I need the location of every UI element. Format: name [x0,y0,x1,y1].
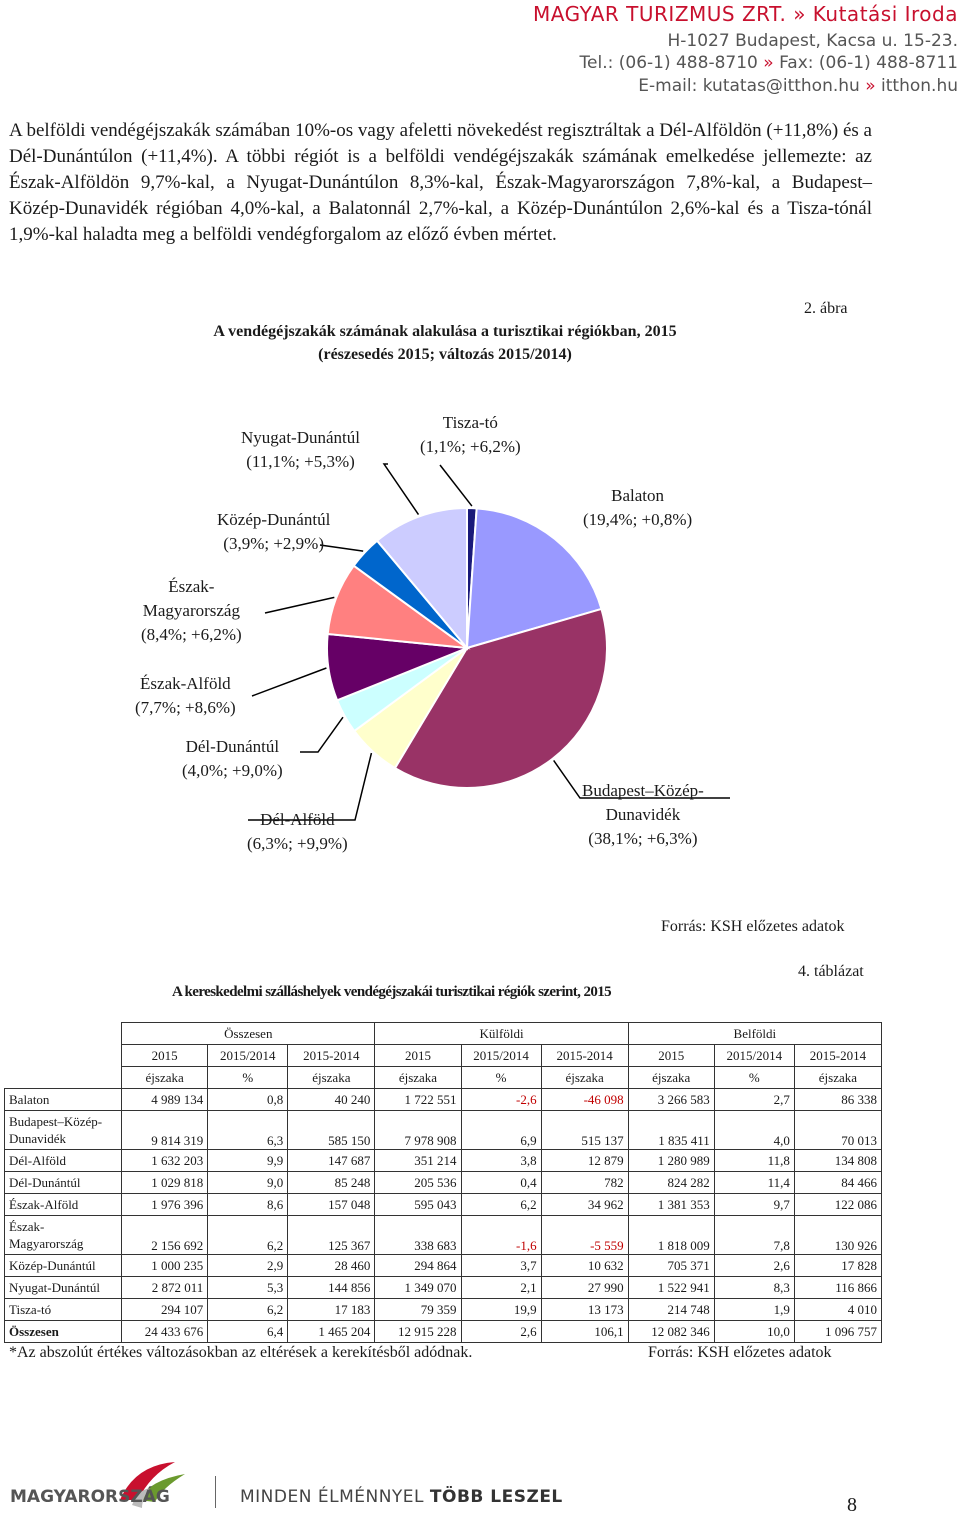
table-subheader [5,1045,882,1067]
table-title: A kereskedelmi szálláshelyek vendégéjszakái turisztikai régiók szerint, 2015 [172,984,612,1000]
table-cell: 2 156 692 [122,1216,208,1255]
pie-label-del-dunantul: Dél-Dunántúl (4,0%; +9,0%) [182,737,283,780]
table-cell: 6,2 [208,1299,288,1321]
table-cell: 515 137 [541,1111,628,1150]
table-row [5,1321,882,1343]
table-cell: 11,4 [714,1172,794,1194]
table-cell: 338 683 [375,1216,461,1255]
table-group-header [5,1023,882,1045]
table-cell: 1 096 757 [794,1321,881,1343]
table-source: Forrás: KSH előzetes adatok [648,1344,832,1361]
unit-header: éjszaka [122,1067,208,1089]
figure-title: A vendégéjszakák számának alakulása a turisztikai régiókban, 2015 (részesedés 2015; változás 2015/2014) [213,323,677,363]
table-row [5,1150,882,1172]
table-cell: 2,7 [714,1089,794,1111]
table-row [5,1194,882,1216]
table-cell: 106,1 [541,1321,628,1343]
table-cell: 1 000 235 [122,1255,208,1277]
column-header: 2015-2014 [541,1045,628,1067]
table-row [5,1299,882,1321]
table-cell: 294 864 [375,1255,461,1277]
footer-slogan: MINDEN ÉLMÉNNYEL TÖBB LESZEL [240,1487,563,1507]
table-cell: 17 183 [288,1299,375,1321]
table-cell: 1,9 [714,1299,794,1321]
table-cell: 4 010 [794,1299,881,1321]
table-cell: 144 856 [288,1277,375,1299]
table-cell: 1 465 204 [288,1321,375,1343]
unit-header: éjszaka [628,1067,714,1089]
table-cell: 79 359 [375,1299,461,1321]
pie-label-eszak-magyarorszag: Észak- Magyarország (8,4%; +6,2%) [141,577,242,644]
table-cell: 116 866 [794,1277,881,1299]
table-cell: 6,3 [208,1111,288,1150]
table-cell: 2,1 [461,1277,541,1299]
pie-label-nyugat-dunantul: Nyugat-Dunántúl (11,1%; +5,3%) [241,428,360,471]
table-cell: 10,0 [714,1321,794,1343]
table-cell: 1 976 396 [122,1194,208,1216]
email-link[interactable]: E-mail: kutatas@itthon.hu [638,76,860,96]
table-cell: 85 248 [288,1172,375,1194]
table-cell: 0,4 [461,1172,541,1194]
table-cell: 125 367 [288,1216,375,1255]
table-cell: 34 962 [541,1194,628,1216]
table-cell: 824 282 [628,1172,714,1194]
table-cell: 9 814 319 [122,1111,208,1150]
table-cell: 10 632 [541,1255,628,1277]
table-cell: 2,9 [208,1255,288,1277]
table-row [5,1111,882,1150]
pie-leader-0 [440,465,472,506]
table-units [5,1067,882,1089]
table-cell: 8,6 [208,1194,288,1216]
table-cell: 13 173 [541,1299,628,1321]
table-cell: -2,6 [461,1089,541,1111]
column-header: 2015 [628,1045,714,1067]
table-cell: 4,0 [714,1111,794,1150]
table-cell: 24 433 676 [122,1321,208,1343]
table-cell: 12 082 346 [628,1321,714,1343]
table-cell: 27 990 [541,1277,628,1299]
row-label: Észak- Magyarország [5,1216,122,1255]
pie-leader-5 [252,668,326,696]
row-label: Közép-Dunántúl [5,1255,122,1277]
figure-label: 2. ábra [804,300,848,317]
column-header: 2015/2014 [461,1045,541,1067]
header-contact [638,76,958,96]
pie-label-balaton: Balaton (19,4%; +0,8%) [583,486,693,529]
table-row [5,1172,882,1194]
table-cell: 585 150 [288,1111,375,1150]
table-cell: 705 371 [628,1255,714,1277]
table-cell: 147 687 [288,1150,375,1172]
table-cell: 9,0 [208,1172,288,1194]
unit-header: éjszaka [375,1067,461,1089]
site-link[interactable]: itthon.hu [881,76,958,96]
arrow-icon: » [793,2,806,26]
table-cell: 40 240 [288,1089,375,1111]
pie-leader-8 [384,464,418,515]
table-cell: 1 835 411 [628,1111,714,1150]
svg-text:MAGYARORSZÁG: MAGYARORSZÁG [10,1487,170,1507]
row-label: Tisza-tó [5,1299,122,1321]
magyarorszag-logo [10,1460,210,1525]
logo-mark-icon [10,1460,210,1520]
table-cell: 6,2 [461,1194,541,1216]
table-cell: 9,7 [714,1194,794,1216]
pie-label-del-alfold: Dél-Alföld (6,3%; +9,9%) [247,810,348,853]
unit-header: % [714,1067,794,1089]
header-org: MAGYAR TURIZMUS ZRT. » Kutatási Iroda [532,2,958,26]
table-cell: 294 107 [122,1299,208,1321]
table-cell: 12 879 [541,1150,628,1172]
header-phone: Tel.: (06-1) 488-8710 » Fax: (06-1) 488-8711 [579,53,958,73]
table-body [5,1089,882,1343]
group-osszesen: Összesen [122,1023,375,1045]
table-cell: 2,6 [714,1255,794,1277]
column-header: 2015/2014 [208,1045,288,1067]
table-cell: 1 029 818 [122,1172,208,1194]
table-cell: -5 559 [541,1216,628,1255]
table-cell: 6,2 [208,1216,288,1255]
unit-header: éjszaka [794,1067,881,1089]
table-row [5,1216,882,1255]
table-cell: 2 872 011 [122,1277,208,1299]
table-cell: 122 086 [794,1194,881,1216]
table-cell: 1 632 203 [122,1150,208,1172]
table-cell: 6,4 [208,1321,288,1343]
unit-header: % [208,1067,288,1089]
column-header: 2015 [122,1045,208,1067]
table-cell: 595 043 [375,1194,461,1216]
column-header: 2015/2014 [714,1045,794,1067]
table-footnote: *Az abszolút értékes változásokban az eltérések a kerekítésből adódnak. [9,1344,473,1361]
table-cell: 3 266 583 [628,1089,714,1111]
table-cell: 2,6 [461,1321,541,1343]
pie-label-kozep-dunantul: Közép-Dunántúl (3,9%; +2,9%) [217,510,331,553]
table-cell: 782 [541,1172,628,1194]
table-cell: 5,3 [208,1277,288,1299]
column-header: 2015 [375,1045,461,1067]
table-cell: 84 466 [794,1172,881,1194]
pie-label-budapest: Budapest–Közép- Dunavidék (38,1%; +6,3%) [582,781,704,848]
column-header: 2015-2014 [794,1045,881,1067]
group-kulfoldi: Külföldi [375,1023,628,1045]
table-cell: 0,8 [208,1089,288,1111]
pie-leader-6 [265,597,334,613]
table-cell: 1 381 353 [628,1194,714,1216]
group-belfoldi: Belföldi [628,1023,881,1045]
table-cell: 3,8 [461,1150,541,1172]
data-table [4,1022,882,1343]
table-cell: 130 926 [794,1216,881,1255]
row-label: Dél-Alföld [5,1150,122,1172]
table-row [5,1277,882,1299]
arrow-icon: » [865,76,876,96]
figure-source: Forrás: KSH előzetes adatok [661,918,845,935]
table-cell: 86 338 [794,1089,881,1111]
arrow-icon: » [763,53,774,73]
table-cell: 9,9 [208,1150,288,1172]
table-cell: 3,7 [461,1255,541,1277]
table-cell: 8,3 [714,1277,794,1299]
table-cell: 7,8 [714,1216,794,1255]
table-cell: -46 098 [541,1089,628,1111]
pie-leader-4 [300,717,343,752]
table-cell: 134 808 [794,1150,881,1172]
unit-header: éjszaka [541,1067,628,1089]
pie-slices [327,508,607,788]
table-cell: 11,8 [714,1150,794,1172]
row-label: Nyugat-Dunántúl [5,1277,122,1299]
unit-header: % [461,1067,541,1089]
table-cell: 1 349 070 [375,1277,461,1299]
row-label: Összesen [5,1321,122,1343]
pie-label-tisza-to: Tisza-tó (1,1%; +6,2%) [420,413,521,456]
table-cell: 1 818 009 [628,1216,714,1255]
table-cell: 351 214 [375,1150,461,1172]
row-label: Észak-Alföld [5,1194,122,1216]
table-cell: 28 460 [288,1255,375,1277]
column-header: 2015-2014 [288,1045,375,1067]
header-address: H-1027 Budapest, Kacsa u. 15-23. [667,31,958,51]
table-cell: 6,9 [461,1111,541,1150]
table-cell: 12 915 228 [375,1321,461,1343]
table-row [5,1089,882,1111]
table-cell: -1,6 [461,1216,541,1255]
table-cell: 19,9 [461,1299,541,1321]
table-label: 4. táblázat [798,963,864,980]
table-cell: 4 989 134 [122,1089,208,1111]
body-paragraph: A belföldi vendégéjszakák számában 10%-os vagy afeletti növekedést regisztráltak a Dél-Alföldön (+11,8%) és a Dél-Dunántúlon (+11,4%). A többi régiót is a belföldi vendégéjszakák számának emelkedése jellemezte: az Észak-Alföldön 9,7%-kal, a Nyugat-Dunántúlon 8,3%-kal, Észak-Magyarországon 7,8%-kal, a Budapest–Közép-Dunavidék régióban 4,0%-kal, a Balatonnál 2,7%-kal, a Közép-Dunántúlon 2,6%-kal és a Tisza-tónál 1,9%-kal haladta meg a belföldi vendégforgalom az előző évben mértet. [9,120,872,245]
pie-label-eszak-alfold: Észak-Alföld (7,7%; +8,6%) [135,674,236,717]
row-label: Balaton [5,1089,122,1111]
table-cell: 157 048 [288,1194,375,1216]
table-cell: 7 978 908 [375,1111,461,1150]
table-cell: 1 522 941 [628,1277,714,1299]
table-cell: 1 722 551 [375,1089,461,1111]
row-label: Budapest–Közép- Dunavidék [5,1111,122,1150]
table-cell: 70 013 [794,1111,881,1150]
table-cell: 17 828 [794,1255,881,1277]
row-label: Dél-Dunántúl [5,1172,122,1194]
table-row [5,1255,882,1277]
table-cell: 1 280 989 [628,1150,714,1172]
page-number: 8 [847,1494,857,1516]
table-cell: 205 536 [375,1172,461,1194]
table-cell: 214 748 [628,1299,714,1321]
unit-header: éjszaka [288,1067,375,1089]
footer-divider [215,1476,216,1508]
